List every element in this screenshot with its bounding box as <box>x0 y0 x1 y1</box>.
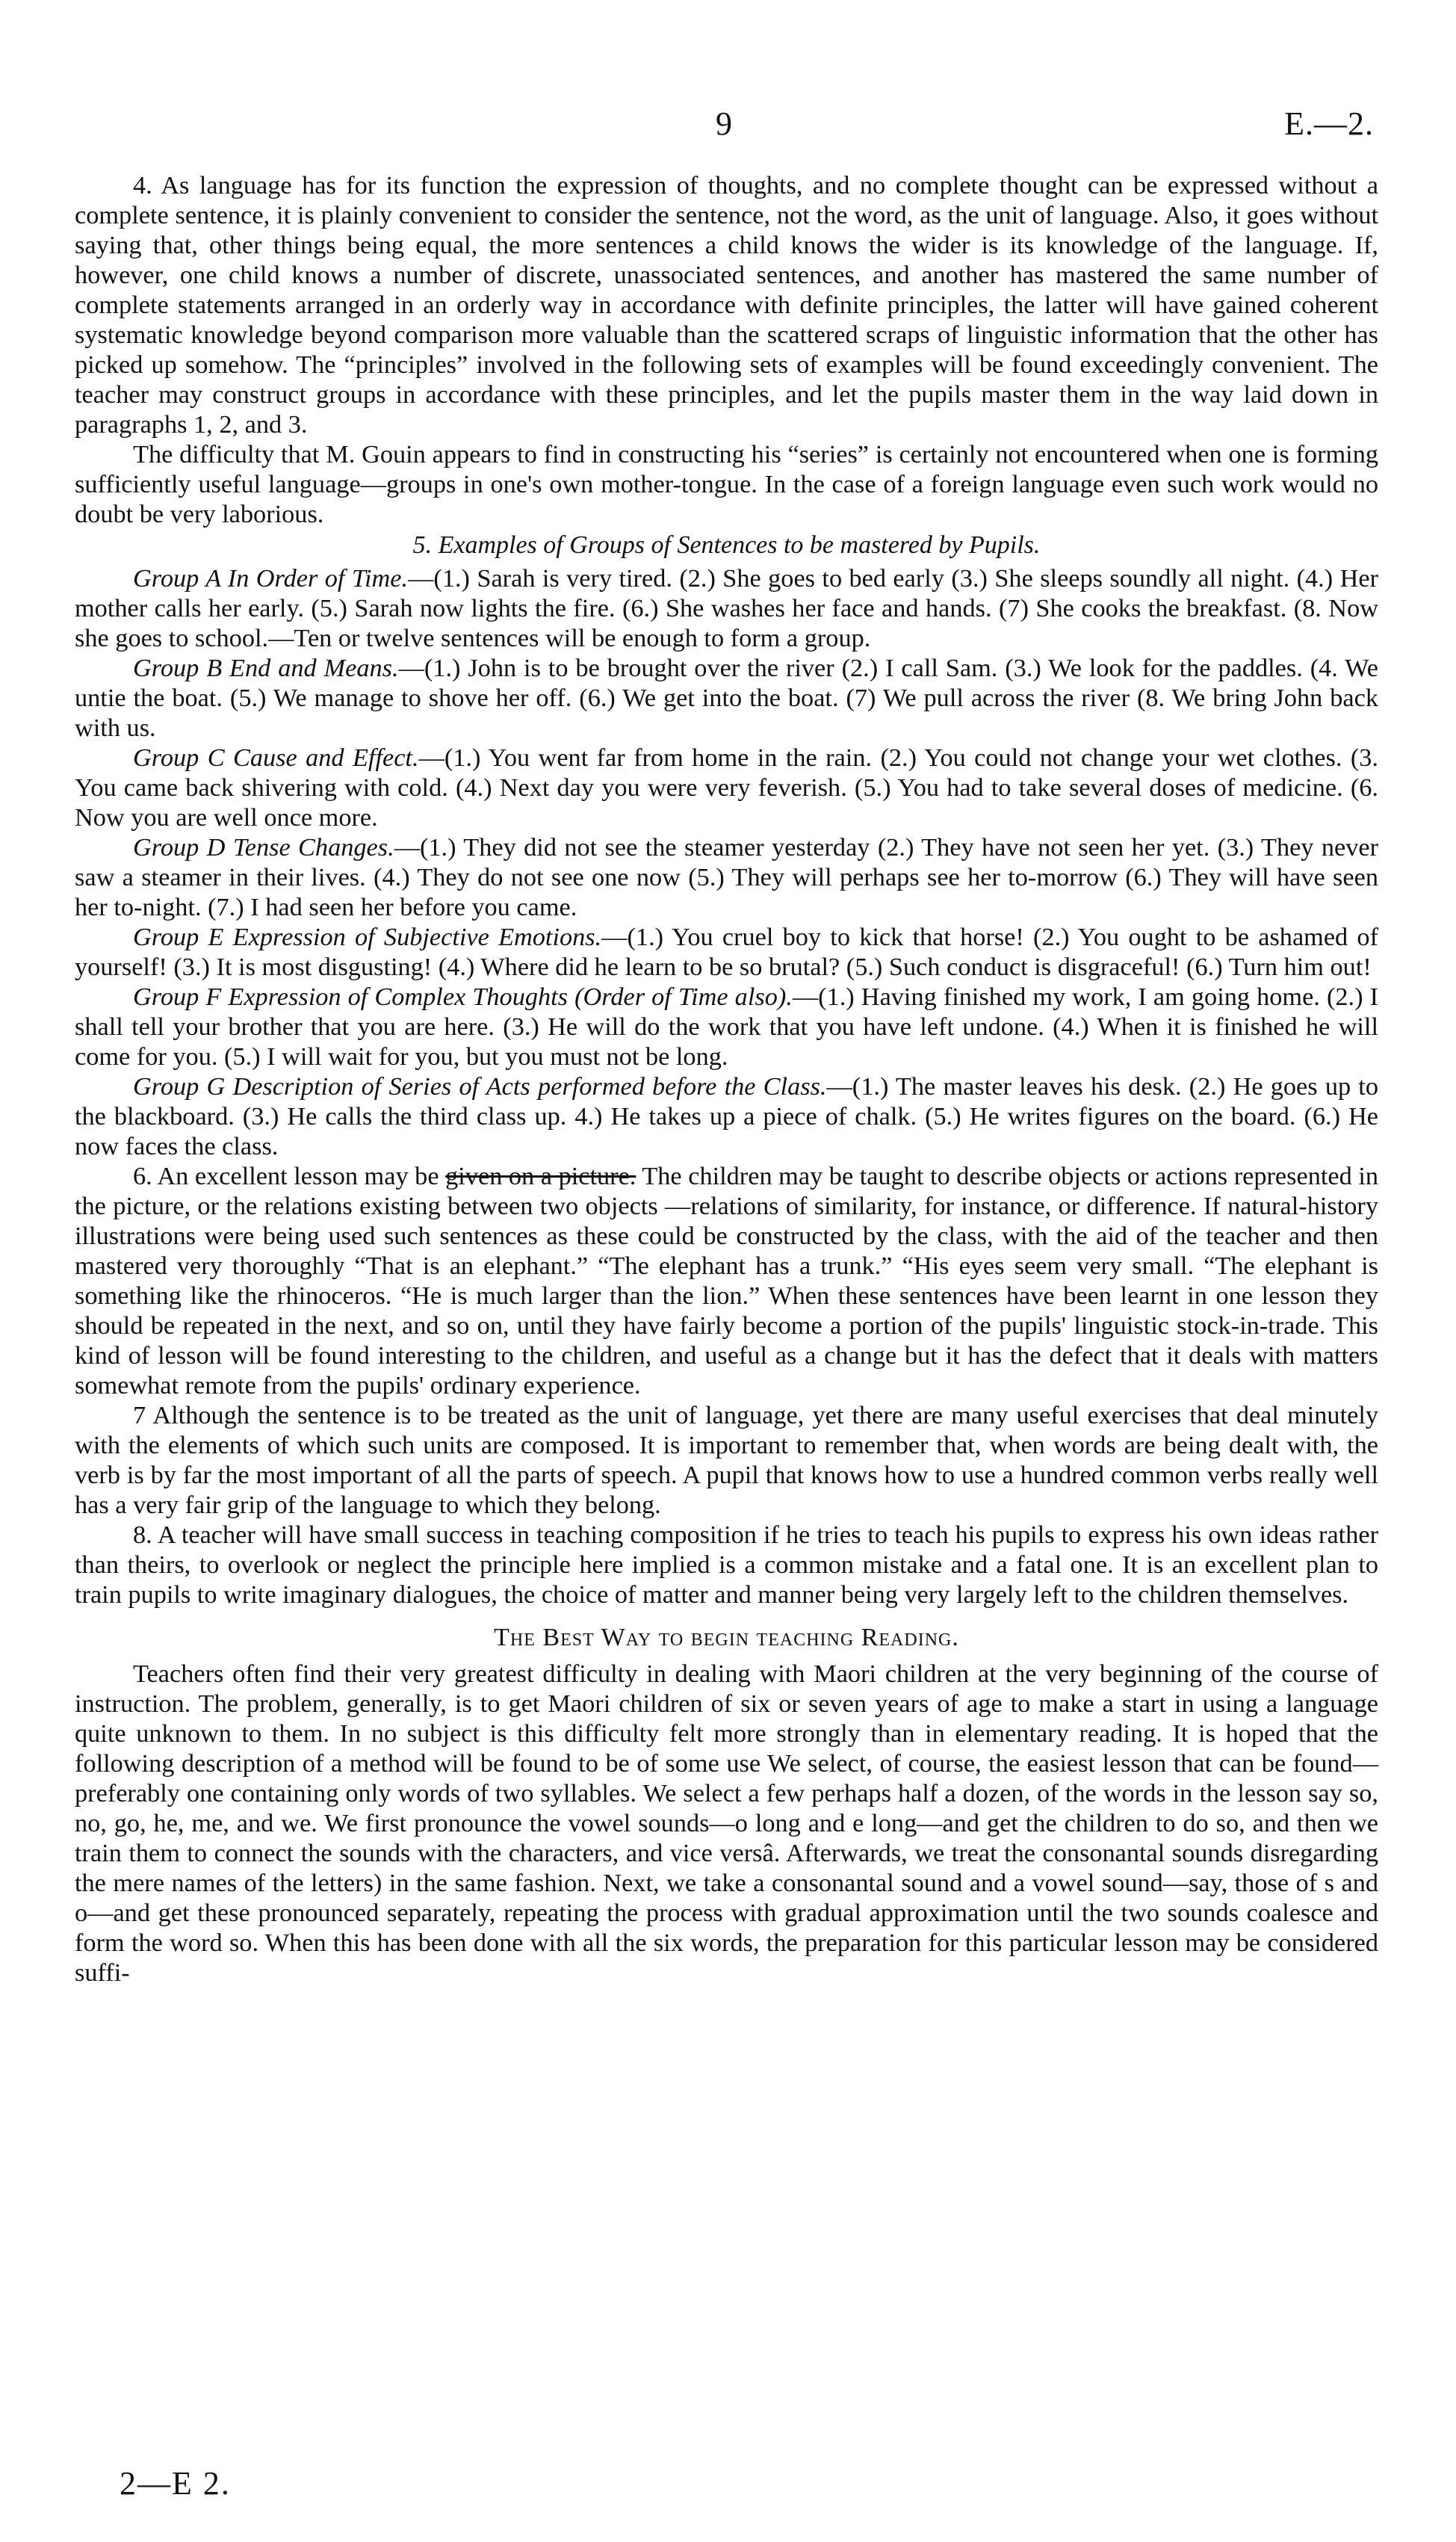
group-c <box>75 743 1378 832</box>
group-d-text: —(1.) They did not see the steamer yesterday (2.) They have not seen her yet. (3.) They never saw a steamer in their lives. (4.) They do not see one now (5.) They will perhaps see her to-morrow (6.) They will have seen her to-night. (7.) I had seen her before you came. <box>75 833 1379 921</box>
group-c-text: —(1.) You went far from home in the rain. (2.) You could not change your wet clothes. (3. You came back shivering with cold. (4.) Next day you were very feverish. (5.) You had to take several doses of medicine. (6. Now you are well once more. <box>75 743 1378 832</box>
document-reference: E.—2. <box>1284 105 1374 142</box>
group-g-text: —(1.) The master leaves his desk. (2.) He goes up to the blackboard. (3.) He calls the third class up. 4.) He takes up a piece of chalk. (5.) He writes figures on the board. (6.) He now faces the class. <box>75 1072 1378 1160</box>
group-b-lead: Group B End and Means. <box>133 654 399 682</box>
group-f-lead: Group F Expression of Complex Thoughts (Order of Time also). <box>133 983 793 1011</box>
footer-signature: 2—E 2. <box>120 2465 231 2502</box>
paragraph-7: 7 Although the sentence is to be treated as the unit of language, yet there are many useful exercises that deal minutely with the elements of which such units are composed. It is important to remember that, when words are being dealt with, the verb is by far the most important of all the parts of speech. A pupil that knows how to use a hundred common verbs really well has a very fair grip of the language to which they belong. <box>75 1401 1378 1519</box>
section-5-heading: 5. Examples of Groups of Sentences to be mastered by Pupils. <box>412 531 1041 559</box>
group-e-text: —(1.) You cruel boy to kick that horse! (2.) You ought to be ashamed of yourself! (3.) It is most disgusting! (4.) Where did he learn to be so brutal? (5.) Such conduct is disgraceful! (6.) Turn him out! <box>75 923 1378 981</box>
group-g <box>75 1071 1378 1161</box>
paragraph-4-continued: The difficulty that M. Gouin appears to find in constructing his “series” is certainly not encountered when one is forming sufficiently useful language—groups in one's own mother-tongue. In the case of a foreign language even such work would no doubt be very laborious. <box>75 440 1378 528</box>
group-d <box>75 832 1378 922</box>
body-text <box>75 170 1378 1988</box>
group-f <box>75 982 1378 1071</box>
paragraph-4: 4. As language has for its function the expression of thoughts, and no complete thought can be expressed without a complete sentence, it is plainly convenient to consider the sentence, not the word, as the unit of language. Also, it goes without saying that, other things being equal, the more sentences a child knows the wider is its knowledge of the language. If, however, one child knows a number of discrete, unassociated sentences, and another has mastered the same number of complete statements arranged in an orderly way in accordance with definite principles, the latter will have gained coherent systematic knowledge beyond comparison more valuable than the scattered scraps of linguistic information that the other has picked up somehow. The “principles” involved in the following sets of examples will be found exceedingly convenient. The teacher may construct groups in accordance with these principles, and let the pupils master them in the way laid down in paragraphs 1, 2, and 3. <box>75 171 1378 439</box>
paragraph-6-rest: The children may be taught to describe objects or actions represented in the picture, or the relations existing between two objects —relations of similarity, for instance, or difference. If natural-history illustrations were being used such sentences as these could be constructed by the class, with the aid of the teacher and then mastered very thoroughly “That is an elephant.” “The elephant has a trunk.” “His eyes seem very small. “The elephant is something like the rhinoceros. “He is much larger than the lion.” When these sentences have been learnt in one lesson they should be repeated in the next, and so on, until they have fairly become a portion of the pupils' linguistic stock-in-trade. This kind of lesson will be found interesting to the children, and useful as a change but it has the defect that it deals with matters somewhat remote from the pupils' ordinary experience. <box>75 1162 1379 1400</box>
page-header <box>0 105 1456 157</box>
reading-paragraph: Teachers often find their very greatest difficulty in dealing with Maori children at the very beginning of the course of instruction. The problem, generally, is to get Maori children of six or seven years of age to make a start in using a language quite unknown to them. In no subject is this difficulty felt more strongly than in elementary reading. It is hoped that the following description of a method will be found to be of some use We select, of course, the easiest lesson that can be found—preferably one containing only words of two syllables. We select a few perhaps half a dozen, of the words in the lesson say so, no, go, he, me, and we. We first pronounce the vowel sounds—o long and e long—and get the children to do so, and then we train them to connect the sounds with the characters, and vice versâ. Afterwards, we treat the consonantal sounds disregarding the mere names of the letters) in the same fashion. Next, we take a consonantal sound and a vowel sound—say, those of s and o—and get these pronounced separately, repeating the process with gradual approximation until the two sounds coalesce and form the word so. When this has been done with all the six words, the preparation for this particular lesson may be considered suffi- <box>75 1660 1378 1987</box>
group-g-lead: Group G Description of Series of Acts performed before the Class. <box>133 1072 827 1101</box>
paragraph-6 <box>75 1161 1378 1400</box>
group-b <box>75 653 1378 743</box>
group-c-lead: Group C Cause and Effect. <box>133 743 419 772</box>
group-e <box>75 922 1378 982</box>
group-a <box>75 563 1378 653</box>
reading-section-heading: The Best Way to begin teaching Reading. <box>494 1624 959 1651</box>
page-number: 9 <box>716 105 732 142</box>
group-a-lead: Group A In Order of Time. <box>133 564 409 593</box>
group-f-text: —(1.) Having finished my work, I am going home. (2.) I shall tell your brother that you are here. (3.) He will do the work that you have left undone. (4.) When it is finished he will come for you. (5.) I will wait for you, but you must not be long. <box>75 983 1378 1071</box>
struck-text: given on a picture. <box>445 1162 636 1190</box>
group-e-lead: Group E Expression of Subjective Emotions. <box>133 923 602 951</box>
paragraph-6-start: 6. An excellent lesson may be <box>133 1162 446 1190</box>
paragraph-8: 8. A teacher will have small success in teaching composition if he tries to teach his pupils to express his own ideas rather than theirs, to overlook or neglect the principle here implied is a common mistake and a fatal one. It is an excellent plan to train pupils to write imaginary dialogues, the choice of matter and manner being very largely left to the children themselves. <box>75 1521 1378 1609</box>
group-a-text: —(1.) Sarah is very tired. (2.) She goes to bed early (3.) She sleeps soundly all night. (4.) Her mother calls her early. (5.) Sarah now lights the fire. (6.) She washes her face and hands. (7) She cooks the breakfast. (8. Now she goes to school.—Ten or twelve sentences will be enough to form a group. <box>75 564 1378 652</box>
group-b-text: —(1.) John is to be brought over the river (2.) I call Sam. (3.) We look for the paddles. (4. We untie the boat. (5.) We manage to shove her off. (6.) We get into the boat. (7) We pull across the river (8. We bring John back with us. <box>75 654 1378 742</box>
group-d-lead: Group D Tense Changes. <box>133 833 394 862</box>
